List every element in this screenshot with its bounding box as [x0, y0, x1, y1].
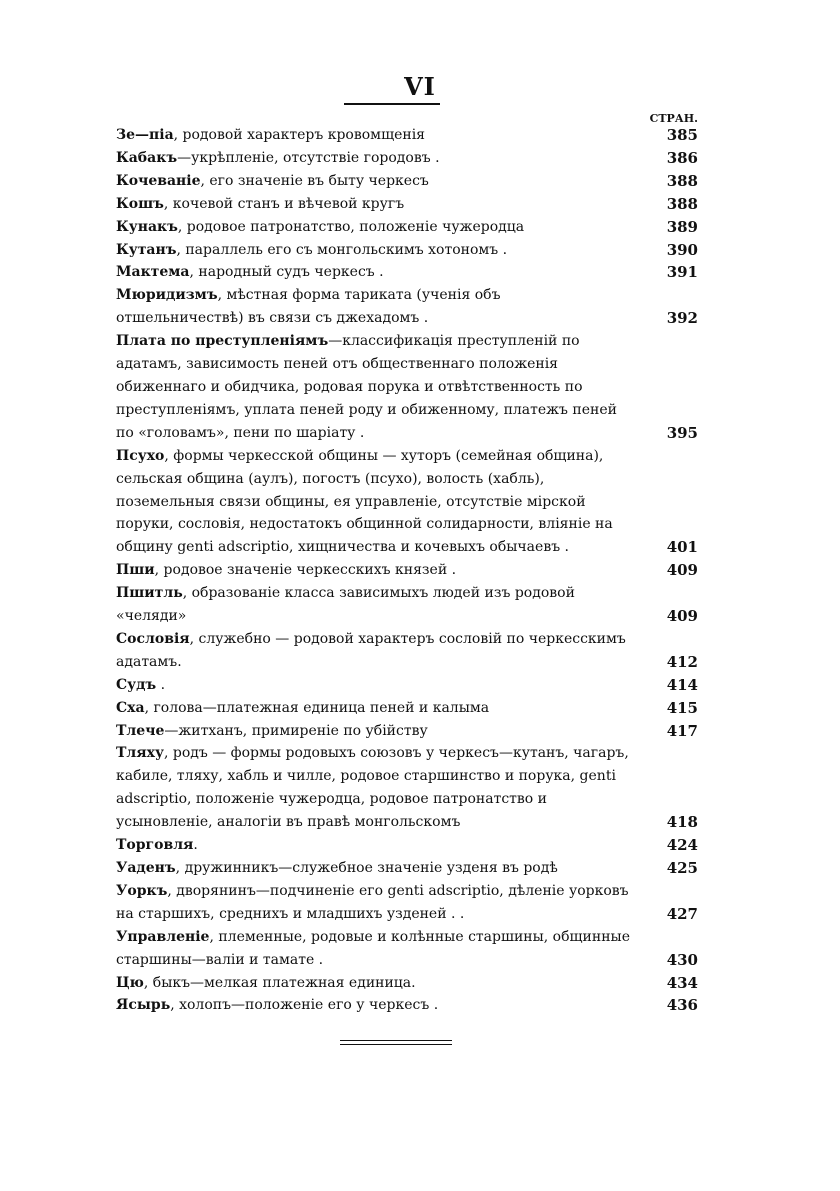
entry-term: Зе—піа: [116, 127, 174, 143]
end-double-rule: [340, 1040, 452, 1048]
end-rule-line: [340, 1040, 452, 1041]
index-entry: [116, 697, 698, 720]
entry-term: Кутанъ: [116, 241, 177, 258]
end-rule-line: [340, 1044, 452, 1045]
entry-description: , параллель его съ монгольскимъ хотономъ .: [176, 241, 508, 258]
entry-description: , народный судъ черкесъ .: [189, 264, 384, 281]
entry-page: 434: [666, 973, 698, 992]
entry-term: Кошъ: [116, 195, 164, 212]
entry-page: 412: [666, 652, 698, 671]
entry-page: 388: [666, 194, 698, 213]
entry-description: , мѣстная форма тариката (ученія объ отшельничествѣ) въ связи съ джехадомъ .: [116, 287, 501, 327]
index-entry: [116, 834, 698, 857]
index-entry: [116, 261, 698, 284]
entry-page: 385: [666, 126, 698, 144]
entry-description: , родъ — формы родовыхъ союзовъ у черкесъ—кутанъ, чагаръ, кабиле, тляху, хабль и чилле, родовое старшинство и порука, genti adscriptio, положеніе чужеродца, родовое патронатство и усыновленіе, аналогіи въ правѣ монгольскомъ: [116, 745, 629, 831]
entry-page: 409: [666, 561, 698, 580]
index-entry: [116, 284, 698, 330]
index-list: [116, 124, 698, 1017]
page-number-rule: [344, 103, 440, 105]
entry-description: .: [156, 676, 166, 693]
entry-page: 392: [666, 309, 698, 328]
index-entry: [116, 926, 698, 972]
entry-page: 386: [666, 148, 698, 167]
entry-page: 391: [666, 263, 698, 282]
page-column-header: СТРАН.: [649, 112, 698, 125]
entry-term: Судъ: [116, 676, 157, 693]
page-number: VI: [404, 72, 436, 101]
entry-term: Сха: [116, 699, 145, 716]
entry-term: Кочеваніе: [116, 172, 201, 189]
index-entry: [116, 674, 698, 697]
entry-term: Сословія: [116, 630, 190, 647]
index-entry: [116, 445, 698, 560]
entry-term: Псухо: [116, 447, 165, 464]
index-entry: [116, 193, 698, 216]
entry-page: 401: [666, 538, 698, 557]
entry-term: Управленіе: [116, 928, 210, 945]
entry-description: , образованіе класса зависимыхъ людей изъ родовой «челяди»: [116, 585, 575, 625]
entry-description: , дворянинъ—подчиненіе его genti adscriptio, дѣленіе уорковъ на старшихъ, среднихъ и младшихъ узденей . .: [116, 882, 629, 922]
entry-term: Цю: [116, 974, 144, 991]
index-entry: [116, 994, 698, 1017]
entry-term: Мактема: [116, 264, 190, 281]
entry-description: —житханъ, примиреніе по убійству: [164, 722, 428, 739]
index-entry: [116, 330, 698, 445]
entry-term: Мюридизмъ: [116, 287, 218, 304]
entry-description: , родовое значеніе черкесскихъ князей .: [154, 562, 457, 579]
entry-description: , кочевой станъ и вѣчевой кругъ: [163, 195, 405, 212]
entry-page: 424: [666, 836, 698, 855]
index-entry: [116, 559, 698, 582]
entry-page: 389: [666, 217, 698, 236]
index-entry: [116, 239, 698, 262]
index-entry: [116, 857, 698, 880]
entry-term: Уаденъ: [116, 860, 176, 876]
entry-description: , его значеніе въ быту черкесъ: [200, 172, 429, 189]
entry-page: 390: [666, 240, 698, 259]
entry-term: Пшитль: [116, 585, 183, 602]
entry-page: 414: [666, 675, 698, 694]
entry-description: —классификація преступленій по адатамъ, зависимость пеней отъ общественнаго положенія обиженнаго и обидчика, родовая порука и отвѣтственность по преступленіямъ, уплата пеней роду и обиженному, платежъ пеней по «головамъ», пени по шаріату .: [116, 333, 617, 441]
entry-description: , формы черкесской общины — хуторъ (семейная община), сельская община (аулъ), погостъ (псухо), волость (хабль), поземельныя связи общины, ея управленіе, отсутствіе мірской поруки, сословія, недостатокъ общинной солидарности, вліяніе на общину genti adscriptio, хищничества и кочевыхъ обычаевъ .: [116, 447, 613, 556]
entry-term: Кунакъ: [116, 218, 178, 235]
index-entry: [116, 628, 698, 674]
entry-term: Торговля: [116, 837, 194, 854]
entry-page: 425: [666, 859, 698, 877]
index-entry: [116, 720, 698, 743]
entry-term: Тлече: [116, 722, 165, 739]
index-entry: [116, 972, 698, 995]
index-entry: [116, 742, 698, 834]
index-entry: [116, 582, 698, 628]
entry-description: .: [193, 837, 198, 854]
entry-description: , служебно — родовой характеръ сословій по черкесскимъ адатамъ.: [116, 630, 626, 670]
entry-description: , родовое патронатство, положеніе чужеродца: [177, 218, 525, 235]
entry-description: , быкъ—мелкая платежная единица.: [143, 974, 416, 991]
index-entry: [116, 216, 698, 239]
entry-description: , холопъ—положеніе его у черкесъ .: [170, 997, 439, 1014]
entry-term: Тляху: [116, 745, 164, 762]
entry-page: 395: [666, 423, 698, 442]
entry-term: Ясырь: [116, 997, 171, 1014]
entry-term: Уоркъ: [116, 882, 168, 899]
entry-page: 436: [666, 996, 698, 1015]
entry-page: 418: [666, 813, 698, 832]
entry-description: , родовой характеръ кровомщенія: [173, 127, 426, 143]
entry-term: Плата по преступленіямъ: [116, 333, 329, 350]
entry-description: —укрѣпленіе, отсутствіе городовъ .: [177, 149, 440, 166]
entry-page: 409: [666, 607, 698, 626]
index-entry: [116, 124, 698, 147]
index-entry: [116, 147, 698, 170]
entry-term: Кабакъ: [116, 149, 178, 166]
entry-page: 417: [666, 721, 698, 740]
entry-description: , племенные, родовые и колѣнные старшины, общинные старшины—валіи и тамате .: [116, 928, 630, 968]
entry-page: 427: [666, 904, 698, 923]
entry-page: 430: [666, 950, 698, 969]
entry-description: , голова—платежная единица пеней и калыма: [144, 699, 490, 716]
index-entry: [116, 880, 698, 926]
entry-page: 415: [666, 698, 698, 717]
entry-page: 388: [666, 171, 698, 190]
entry-description: , дружинникъ—служебное значеніе узденя въ родѣ: [175, 860, 558, 876]
index-entry: [116, 170, 698, 193]
entry-term: Пши: [116, 562, 155, 579]
